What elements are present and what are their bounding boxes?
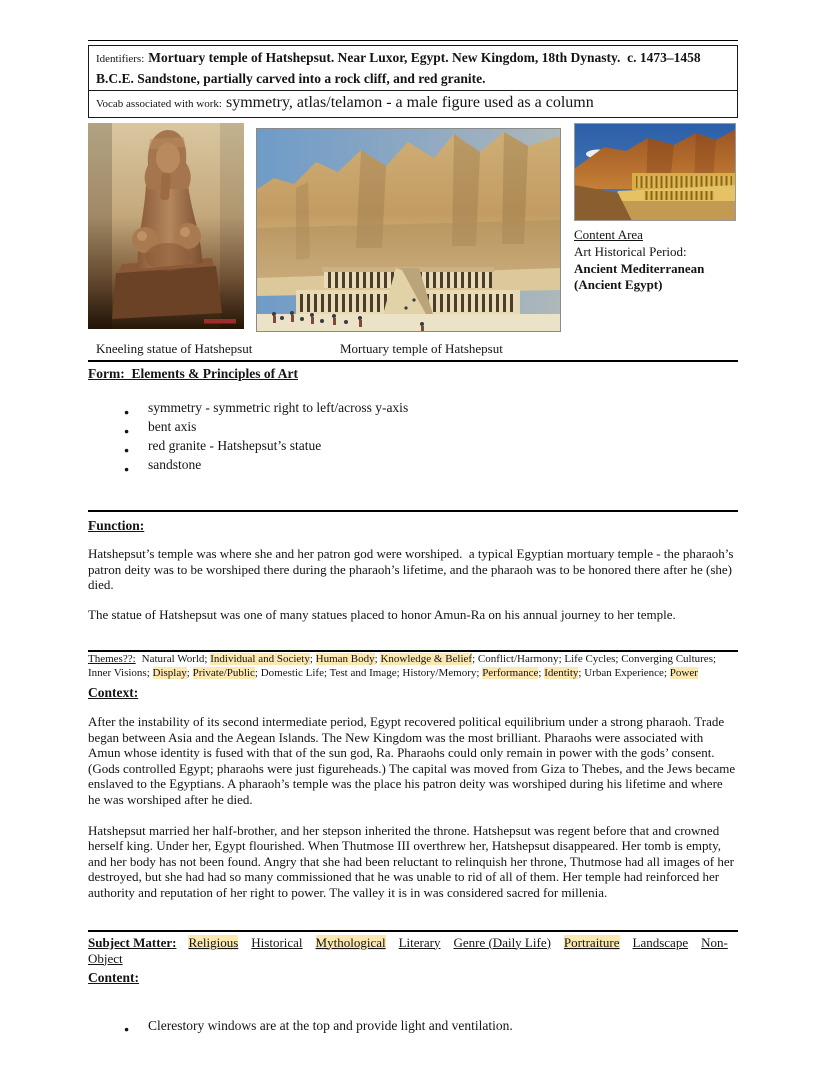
section-divider [88,930,738,932]
theme-item: Display [152,666,187,679]
theme-item: Domestic Life [260,666,324,679]
section-divider [88,510,738,512]
subject-matter-label: Subject Matter: [88,934,177,950]
theme-item: Human Body [315,653,375,666]
subject-item: Non-Object [88,934,728,966]
vocab-text: symmetry, atlas/telamon - a male figure used as a column [225,94,594,111]
identifiers-text: Mortuary temple of Hatshepsut. Near Luxor, Egypt. New Kingdom, 18th Dynasty. c. 1473–1458 B.C.E. Sandstone, partially carved into a rock cliff, and red granite. [96,50,705,86]
content-bullet-item: ● Clerestory windows are at the top and provide light and ventilation. [148,1016,738,1035]
theme-item: Urban Experience [584,666,664,679]
themes-label: Themes??: [88,653,136,666]
subject-item: Religious [188,934,239,950]
content-area-column [574,123,738,332]
form-bullet-item: ● bent axis [148,417,738,436]
theme-item: Natural World [141,653,205,666]
temple-caption: Mortuary temple of Hatshepsut [340,341,503,356]
form-bullet-item: ● symmetry - symmetric right to left/across y-axis [148,398,738,417]
photo-captions [88,341,738,357]
subject-item: Literary [398,934,441,950]
subject-item: Historical [251,934,303,950]
identifiers-row [89,46,737,91]
form-bullet-item: ● red granite - Hatshepsut’s statue [148,436,738,455]
period-value-line1: Ancient Mediterranean [574,260,705,276]
subject-item: Landscape [632,934,689,950]
subject-item: Portraiture [563,934,620,950]
theme-item: Knowledge & Belief [380,653,473,666]
theme-item: Identity [544,666,579,679]
top-divider [88,40,738,41]
temple-thumbnail-photo [574,123,736,221]
subject-item: Mythological [315,934,386,950]
mortuary-temple-photo [256,128,561,332]
subject-item: Genre (Daily Life) [453,934,551,950]
form-bullet-list [88,398,738,474]
identifiers-box [88,45,738,118]
function-paragraph-1: Hatshepsut’s temple was where she and her patron god were worshiped. a typical Egyptian mortuary temple - the pharaoh’s patron deity was to be worshiped there during the pharaoh’s lifetime, and the pharaoh was to be honored there after he (she) died. [88,546,737,593]
themes-line [88,653,738,680]
content-heading: Content: [88,969,139,985]
content-area-heading: Content Area [574,227,643,242]
function-heading: Function: [88,518,145,533]
theme-item: Converging Cultures [621,653,713,666]
subject-matter-list [88,935,728,966]
theme-item: Power [669,666,698,679]
theme-item: Performance [482,666,539,679]
kneeling-statue-photo [88,123,244,329]
vocab-label: Vocab associated with work: [96,98,222,110]
section-divider [88,360,738,362]
watermark [204,319,236,324]
image-gallery [88,123,738,332]
vocab-row [89,91,737,117]
subject-matter-line [88,935,738,967]
section-divider [88,650,738,652]
theme-item: History/Memory [402,666,477,679]
identifiers-label: Identifiers: [96,53,145,65]
theme-item: Conflict/Harmony [477,653,559,666]
period-value-line2: (Ancient Egypt) [574,277,663,293]
theme-item: Life Cycles [564,653,616,666]
function-paragraph-2: The statue of Hatshepsut was one of many statues placed to honor Amun-Ra on his annual journey to her temple. [88,606,676,622]
theme-item: Inner Visions [88,666,147,679]
period-label: Art Historical Period: [574,243,687,259]
theme-item: Private/Public [192,666,255,679]
statue-caption: Kneeling statue of Hatshepsut [96,341,253,356]
form-bullet-item: ● sandstone [148,455,738,474]
form-heading: Form: Elements & Principles of Art [88,366,298,381]
theme-item: Test and Image [329,666,397,679]
context-paragraph-1: After the instability of its second intermediate period, Egypt recovered political equilibrium under a strong pharaoh. Trade began between Asia and the Aegean Islands. The New Kingdom was the most brilliant. Pharaohs were associated with Amun whose identity is fused with that of the sun god, Ra. Pharaohs could only remain in power with the gods’ consent. (Gods controlled Egypt; pharaohs were just figureheads.) The capital was moved from Giza to Thebes, and the Jews became enslaved to the Egyptians. A pharaoh’s temple was the place his patron deity was worshiped during his lifetime and where he was worshiped after he died. [88,713,739,807]
content-bullet-list [88,1016,738,1035]
themes-list: Natural World; Individual and Society; Human Body; Knowledge & Belief; Conflict/Harmony; Life Cycles; Converging Cultures; Inner Visions; Display; Private/Public; Domestic Life; Test and Image; History/Memory; Performance; Identity; Urban Experience; Power [88,653,717,679]
context-heading: Context: [88,684,139,700]
context-paragraph-2: Hatshepsut married her half-brother, and her stepson inherited the throne. Hatshepsut was regent before that and crowned herself king. Under her, Egypt flourished. When Thutmose III overthrew her, Hatshepsut disappeared. Her tomb is empty, and her body has not been found. Angry that she had been reluctant to relinquish her throne, Thutmose had all images of her destroyed, but she had had so many commissioned that he was unable to rid of all of them. Her temple had reinforced her authority and reputation of her right to power. The valley it is in was considered sacred for millenia. [88,822,738,900]
theme-item: Individual and Society [210,653,310,666]
